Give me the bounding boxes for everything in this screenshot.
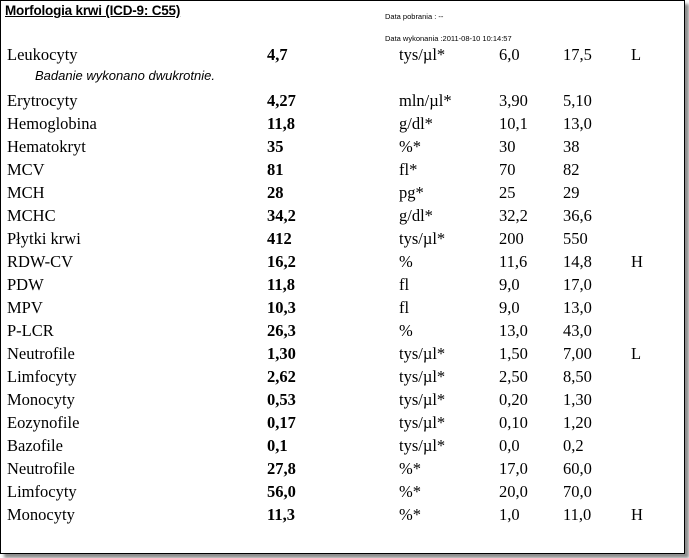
reference-low: 11,6 <box>499 252 528 271</box>
reference-high: 17,0 <box>563 275 592 294</box>
test-value: 0,17 <box>267 413 296 432</box>
test-name: Monocyty <box>7 505 75 524</box>
result-row <box>1 390 684 413</box>
test-name: Płytki krwi <box>7 229 81 248</box>
reference-high: 7,00 <box>563 344 592 363</box>
result-row <box>1 298 684 321</box>
test-value: 10,3 <box>267 298 296 317</box>
reference-low: 10,1 <box>499 114 528 133</box>
test-unit: tys/µl* <box>399 436 446 455</box>
abnormal-flag: L <box>631 344 642 363</box>
reference-high: 0,2 <box>563 436 584 455</box>
test-unit: %* <box>399 505 421 524</box>
result-row <box>1 275 684 298</box>
reference-low: 70 <box>499 160 516 179</box>
result-row <box>1 436 684 459</box>
reference-low: 9,0 <box>499 275 520 294</box>
test-value: 0,1 <box>267 436 288 455</box>
test-unit: tys/µl* <box>399 229 446 248</box>
test-name: PDW <box>7 275 44 294</box>
test-value: 56,0 <box>267 482 296 501</box>
reference-low: 9,0 <box>499 298 520 317</box>
result-row <box>1 160 684 183</box>
reference-low: 0,0 <box>499 436 520 455</box>
test-unit: g/dl* <box>399 206 433 225</box>
test-name: RDW-CV <box>7 252 73 271</box>
test-value: 27,8 <box>267 459 296 478</box>
reference-low: 3,90 <box>499 91 528 110</box>
report-title: Morfologia krwi (ICD-9: C55) <box>5 3 181 18</box>
test-unit: pg* <box>399 183 424 202</box>
test-unit: %* <box>399 482 421 501</box>
test-value: 11,8 <box>267 114 295 133</box>
result-row <box>1 459 684 482</box>
test-name: Neutrofile <box>7 459 75 478</box>
result-row <box>1 367 684 390</box>
test-unit: tys/µl* <box>399 413 446 432</box>
result-row <box>1 321 684 344</box>
test-unit: fl <box>399 298 410 317</box>
test-name: Hematokryt <box>7 137 86 156</box>
reference-low: 32,2 <box>499 206 528 225</box>
test-value: 4,7 <box>267 45 288 64</box>
result-row <box>1 344 684 367</box>
abnormal-flag: L <box>631 45 642 64</box>
result-row <box>1 114 684 137</box>
repeat-note: Badanie wykonano dwukrotnie. <box>35 68 215 83</box>
test-unit: % <box>399 252 413 271</box>
reference-high: 1,20 <box>563 413 592 432</box>
test-unit: g/dl* <box>399 114 433 133</box>
reference-low: 17,0 <box>499 459 528 478</box>
result-row <box>1 206 684 229</box>
reference-high: 38 <box>563 137 580 156</box>
reference-high: 13,0 <box>563 114 592 133</box>
reference-low: 30 <box>499 137 516 156</box>
test-value: 0,53 <box>267 390 296 409</box>
test-value: 28 <box>267 183 284 202</box>
reference-low: 0,10 <box>499 413 528 432</box>
test-value: 11,8 <box>267 275 295 294</box>
test-unit: mln/µl* <box>399 91 452 110</box>
test-value: 81 <box>267 160 284 179</box>
abnormal-flag: H <box>631 252 643 271</box>
test-name: Hemoglobina <box>7 114 97 133</box>
result-row <box>1 505 684 528</box>
reference-high: 29 <box>563 183 580 202</box>
test-unit: fl <box>399 275 410 294</box>
reference-low: 2,50 <box>499 367 528 386</box>
result-row <box>1 482 684 505</box>
result-row <box>1 137 684 160</box>
reference-high: 13,0 <box>563 298 592 317</box>
result-row <box>1 413 684 436</box>
test-value: 35 <box>267 137 284 156</box>
reference-low: 0,20 <box>499 390 528 409</box>
result-row <box>1 252 684 275</box>
reference-high: 17,5 <box>563 45 592 64</box>
reference-high: 550 <box>563 229 588 248</box>
result-row <box>1 183 684 206</box>
test-name: Limfocyty <box>7 482 77 501</box>
result-row <box>1 45 684 68</box>
test-value: 26,3 <box>267 321 296 340</box>
test-unit: %* <box>399 459 421 478</box>
reference-low: 1,0 <box>499 505 520 524</box>
reference-low: 20,0 <box>499 482 528 501</box>
reference-high: 1,30 <box>563 390 592 409</box>
test-unit: tys/µl* <box>399 344 446 363</box>
test-name: MCH <box>7 183 45 202</box>
reference-low: 6,0 <box>499 45 520 64</box>
reference-high: 70,0 <box>563 482 592 501</box>
reference-high: 5,10 <box>563 91 592 110</box>
test-name: MPV <box>7 298 43 317</box>
reference-high: 14,8 <box>563 252 592 271</box>
reference-high: 82 <box>563 160 580 179</box>
result-row <box>1 91 684 114</box>
reference-high: 11,0 <box>563 505 592 524</box>
test-unit: %* <box>399 137 421 156</box>
test-value: 2,62 <box>267 367 296 386</box>
reference-high: 8,50 <box>563 367 592 386</box>
test-name: MCHC <box>7 206 56 225</box>
test-unit: tys/µl* <box>399 367 446 386</box>
date-collected: Data pobrania : -- <box>385 12 444 21</box>
test-unit: tys/µl* <box>399 390 446 409</box>
test-value: 1,30 <box>267 344 296 363</box>
test-unit: % <box>399 321 413 340</box>
test-value: 11,3 <box>267 505 295 524</box>
test-value: 4,27 <box>267 91 296 110</box>
reference-low: 13,0 <box>499 321 528 340</box>
test-unit: tys/µl* <box>399 45 446 64</box>
reference-low: 1,50 <box>499 344 528 363</box>
test-name: P-LCR <box>7 321 54 340</box>
reference-high: 60,0 <box>563 459 592 478</box>
result-row <box>1 229 684 252</box>
reference-high: 43,0 <box>563 321 592 340</box>
test-name: MCV <box>7 160 45 179</box>
abnormal-flag: H <box>631 505 643 524</box>
test-value: 34,2 <box>267 206 296 225</box>
reference-high: 36,6 <box>563 206 592 225</box>
test-name: Eozynofile <box>7 413 80 432</box>
reference-low: 25 <box>499 183 516 202</box>
test-name: Neutrofile <box>7 344 75 363</box>
test-name: Leukocyty <box>7 45 78 64</box>
date-performed: Data wykonania :2011-08-10 10:14:57 <box>385 34 512 43</box>
test-unit: fl* <box>399 160 418 179</box>
test-name: Monocyty <box>7 390 75 409</box>
test-name: Limfocyty <box>7 367 77 386</box>
test-name: Bazofile <box>7 436 63 455</box>
test-value: 16,2 <box>267 252 296 271</box>
test-value: 412 <box>267 229 292 248</box>
reference-low: 200 <box>499 229 524 248</box>
test-name: Erytrocyty <box>7 91 78 110</box>
